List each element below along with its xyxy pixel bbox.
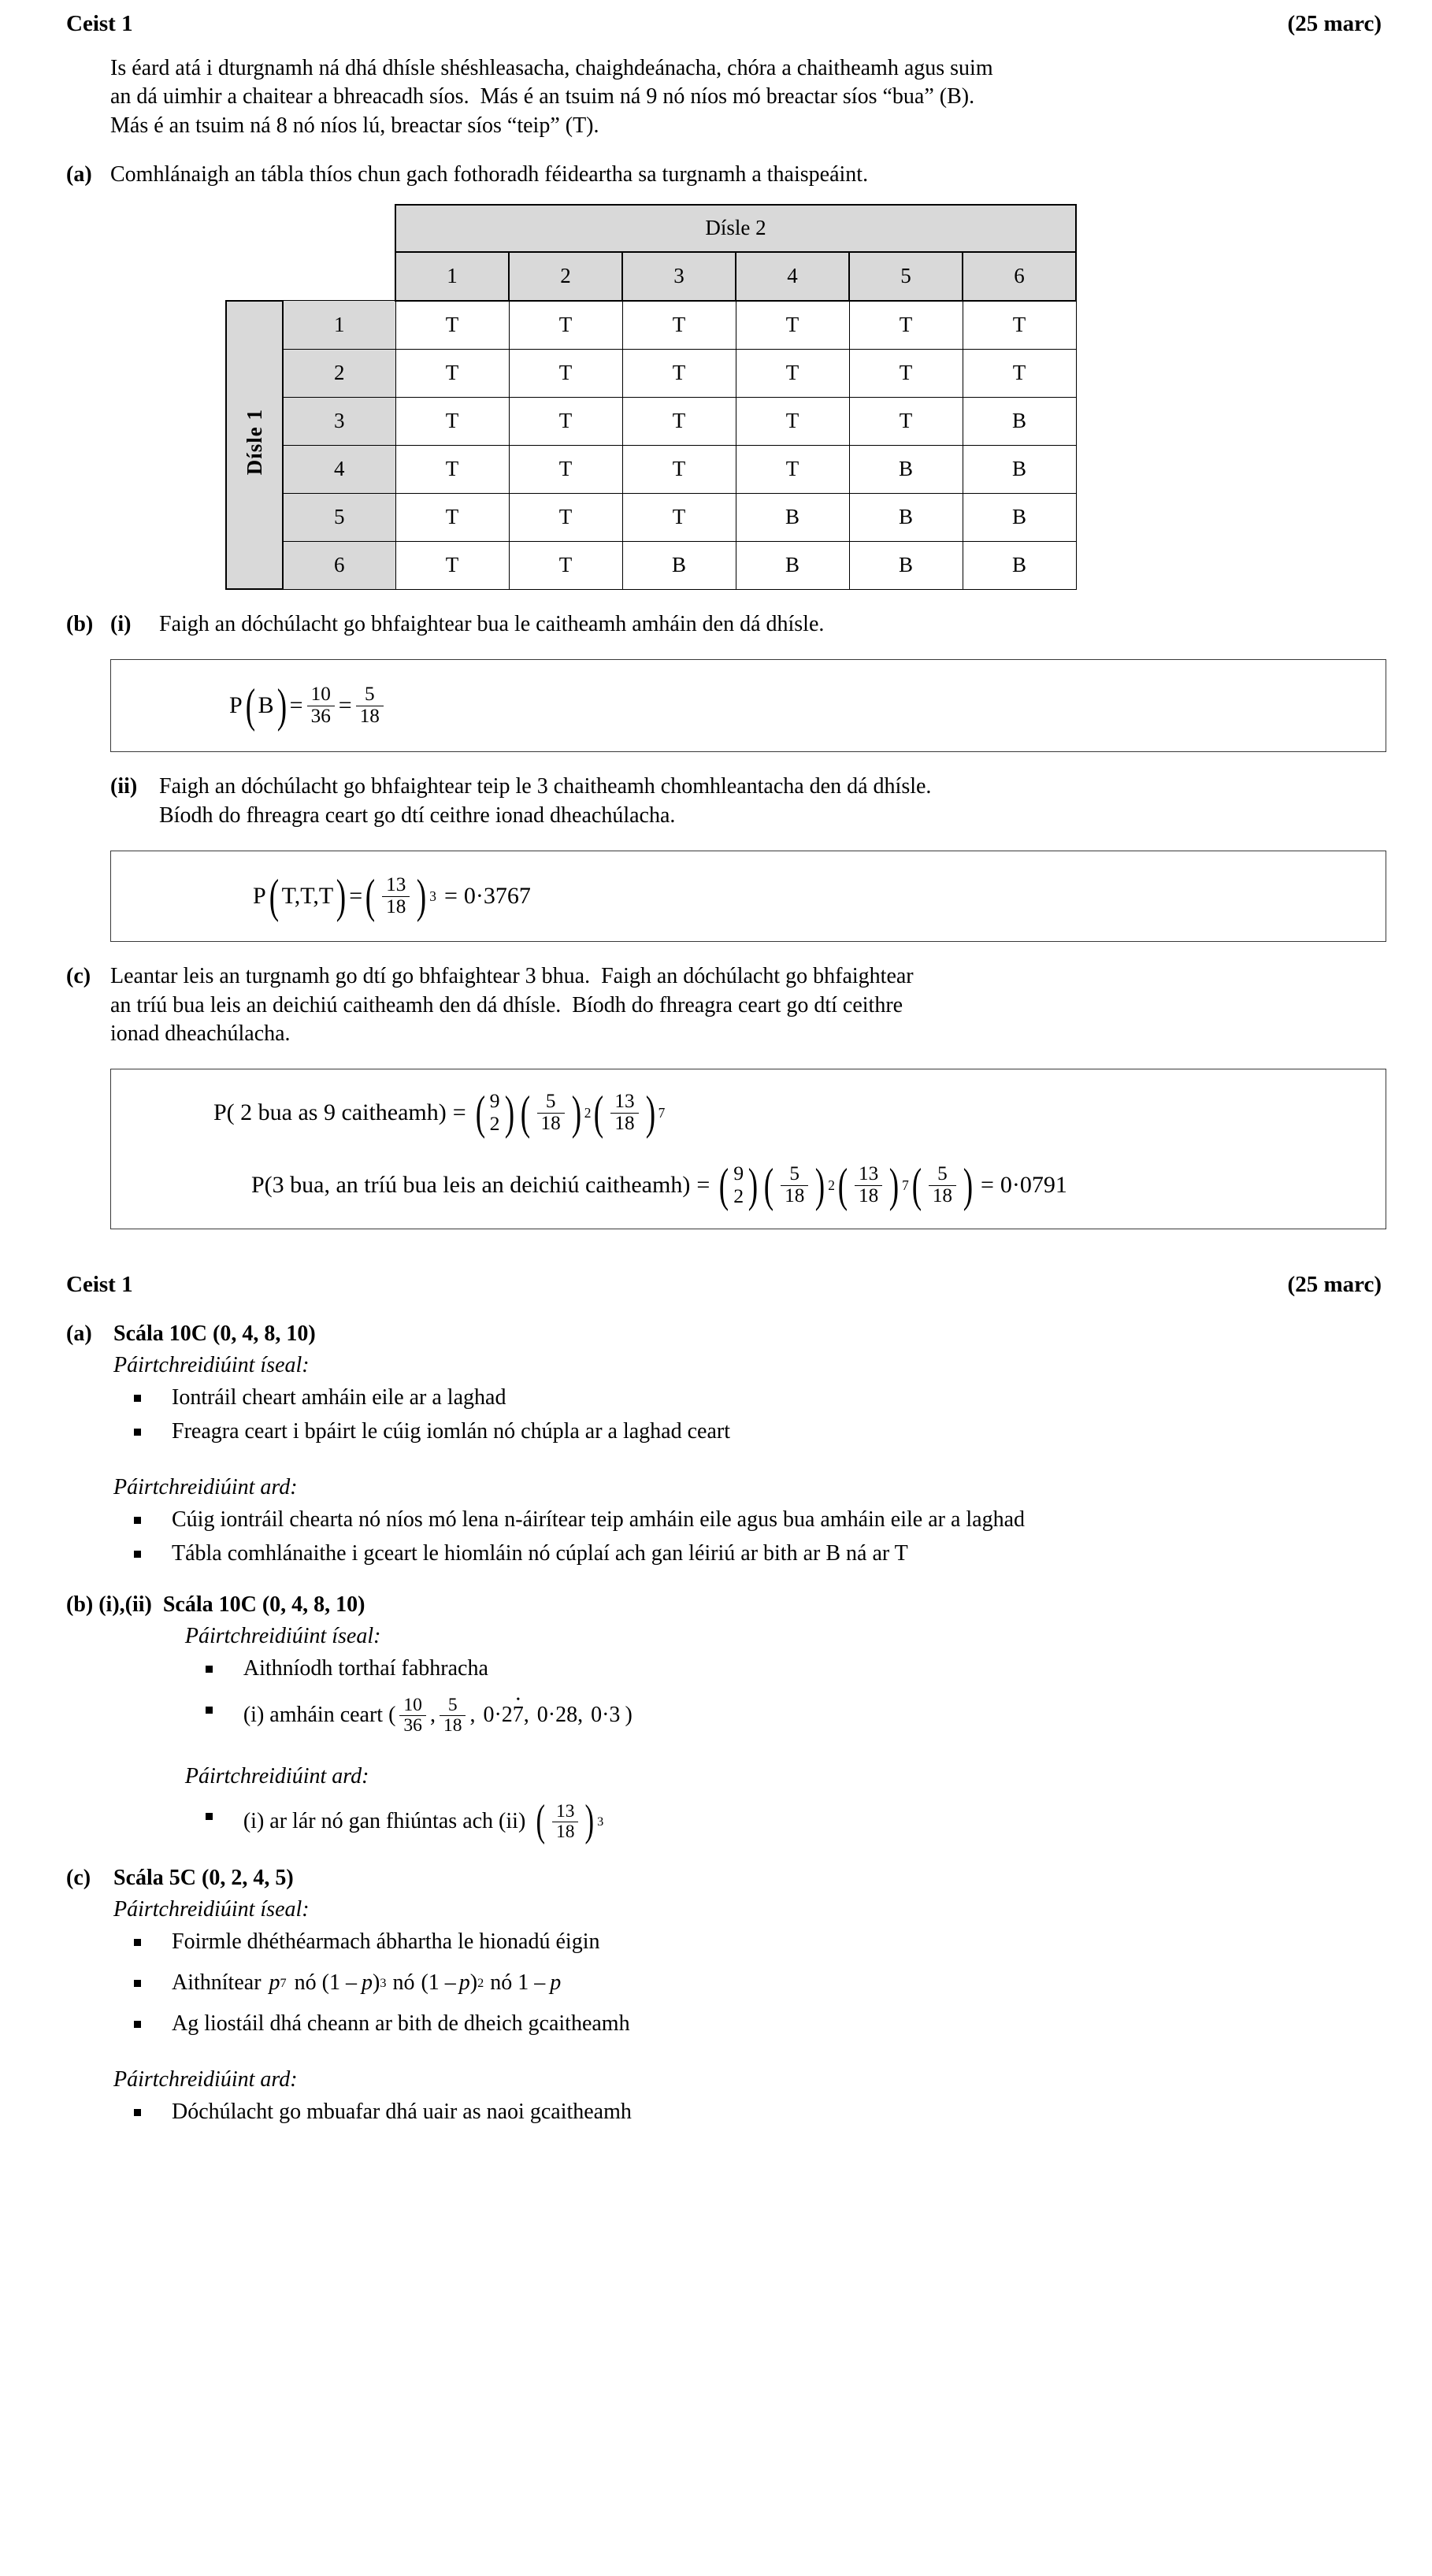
answer-box-b-ii: [110, 851, 1386, 942]
part-c-line-3: ionad dheachúlacha.: [110, 1021, 291, 1047]
formula-prefix: Aithnítear: [172, 1970, 262, 1995]
formula-c-line-1: [213, 1086, 1386, 1139]
denominator: 18: [537, 1113, 565, 1135]
col-header-title: Dísle 2: [395, 205, 1076, 252]
equals-1: =: [349, 883, 363, 910]
binom-bottom: 2: [733, 1184, 744, 1208]
ms-c-label: (c): [66, 1865, 91, 1890]
equals-1: =: [696, 1172, 710, 1199]
binomial-coefficient: [473, 1086, 518, 1139]
row-label-3: 3: [283, 397, 395, 445]
paren-right: ): [748, 1158, 759, 1211]
corner-spacer-4: [283, 252, 395, 301]
paren-right: ): [963, 1158, 974, 1211]
paren-left: (: [269, 869, 279, 922]
part-c-text: [110, 962, 1386, 1048]
ms-b-high-math-row: [243, 1796, 604, 1846]
paren-right: ): [584, 1796, 595, 1846]
paren-group: [243, 680, 290, 732]
numerator: 13: [555, 1800, 575, 1822]
col-label-1: 1: [395, 252, 509, 301]
exponent-7: 7: [658, 1104, 666, 1121]
list-item: Aithníodh torthaí fabhracha: [201, 1655, 1386, 1683]
open-paren-2: (1 –: [421, 1970, 456, 1995]
fraction-13-18: [382, 875, 410, 917]
math-prefix: (i) amháin ceart (: [243, 1703, 396, 1728]
part-c: [46, 962, 1386, 1048]
cell-6-5: B: [849, 541, 963, 589]
question-title: Ceist 1: [66, 11, 133, 36]
cell-2-4: T: [736, 349, 849, 397]
part-b-ii-text: [159, 773, 1386, 830]
p-symbol: P: [229, 692, 243, 719]
ms-c-low-heading: Páirtchreidiúint íseal:: [113, 1896, 310, 1922]
result-value: 0·0791: [1000, 1172, 1067, 1199]
numerator: 10: [403, 1694, 422, 1715]
col-label-4: 4: [736, 252, 849, 301]
cell-3-1: T: [395, 397, 509, 445]
answer-box-b-i: [110, 659, 1386, 752]
variable-p-1: p: [269, 1970, 280, 1995]
cell-4-3: T: [622, 445, 736, 493]
paren-left: (: [245, 680, 255, 732]
binom-stack: [732, 1162, 745, 1208]
fraction-5-18: [781, 1164, 808, 1206]
paren-group: [266, 869, 350, 922]
fraction-13-18: [552, 1802, 579, 1842]
numerator: 5: [789, 1162, 799, 1184]
list-item-math: [201, 1796, 1386, 1846]
row-label-5: 5: [283, 493, 395, 541]
numerator: 13: [614, 1091, 635, 1113]
exponent-2: 2: [828, 1177, 835, 1193]
ms-b-high-list: [201, 1796, 1386, 1846]
ms-c-scale: Scála 5C (0, 2, 4, 5): [113, 1865, 294, 1890]
denominator: 36: [307, 706, 335, 728]
cell-6-2: T: [509, 541, 622, 589]
ms-a-label: (a): [66, 1321, 92, 1346]
conj-no-3: nó 1 –: [490, 1970, 546, 1995]
marking-scheme-title: Ceist 1: [66, 1271, 133, 1297]
cell-2-2: T: [509, 349, 622, 397]
event-ttt: T,T,T: [281, 883, 334, 910]
paren-fraction-5-18-a: [761, 1158, 828, 1211]
table-row: [226, 445, 1076, 493]
cell-6-4: B: [736, 541, 849, 589]
list-item: Tábla comhlánaithe i gceart le hiomláin nó cúplaí ach gan léiriú ar bith ar B ná ar T: [129, 1540, 1386, 1568]
row-label-4: 4: [283, 445, 395, 493]
ms-b-low-list: [201, 1655, 1386, 1736]
col-label-3: 3: [622, 252, 736, 301]
math-suffix: ): [625, 1703, 633, 1728]
table-row: [226, 493, 1076, 541]
col-label-6: 6: [963, 252, 1076, 301]
cell-4-4: T: [736, 445, 849, 493]
part-a-label: (a): [66, 162, 92, 187]
ms-c-high-list: [129, 2098, 1386, 2126]
ms-a-high-heading: Páirtchreidiúint ard:: [113, 1474, 298, 1499]
fraction-13-18: [855, 1164, 882, 1206]
cell-2-5: T: [849, 349, 963, 397]
ms-a-scale: Scála 10C (0, 4, 8, 10): [113, 1321, 316, 1346]
ms-c-formula-row: [172, 1969, 561, 1997]
binom-bottom: 2: [489, 1112, 500, 1136]
binom-top: 9: [489, 1089, 500, 1113]
conj-no-1: nó (1 –: [294, 1970, 357, 1995]
separator-3: ,: [523, 1703, 529, 1728]
cell-3-3: T: [622, 397, 736, 445]
list-item: Iontráil cheart amháin eile ar a laghad: [129, 1384, 1386, 1412]
intro-line-2: an dá uimhir a chaitear a bhreacadh síos. Más é an tsuim ná 9 nó níos mó breactar síos “bua” (B).: [110, 84, 975, 109]
fraction-10-36: [399, 1696, 426, 1736]
paren-right: ): [645, 1086, 655, 1139]
exponent-2: 2: [584, 1104, 592, 1121]
ms-b-math-row: [243, 1696, 633, 1736]
event-b: B: [258, 692, 274, 719]
conj-no-2: nó: [392, 1970, 415, 1995]
fraction-5-18-final: [929, 1164, 956, 1206]
numerator: 5: [447, 1694, 458, 1715]
close-paren-1: ): [372, 1970, 380, 1995]
paren-fraction-group: [362, 869, 429, 922]
exponent-3: 3: [429, 888, 436, 904]
paren-fraction-5-18: [518, 1086, 584, 1139]
part-b-i: [46, 610, 1386, 639]
denominator: 18: [781, 1185, 808, 1207]
marking-section-a: [46, 1321, 1386, 1569]
ms-c-body: [113, 1866, 1386, 2127]
denominator: 18: [929, 1185, 956, 1207]
corner-spacer-2: [283, 205, 395, 252]
part-b-ii-label: (ii): [110, 774, 138, 799]
table-row: [226, 397, 1076, 445]
numerator: 5: [545, 1091, 556, 1113]
denominator: 18: [855, 1185, 882, 1207]
paren-left: (: [837, 1158, 848, 1211]
formula-b-ii: [253, 869, 1386, 922]
paren-right: ): [571, 1086, 581, 1139]
dice-outcome-table: [225, 204, 1077, 591]
numerator: 13: [386, 874, 406, 896]
denominator: 18: [440, 1715, 466, 1736]
list-item: Ag liostáil dhá cheann ar bith de dheich gcaitheamh: [129, 2010, 1386, 2038]
math-prefix: (i) ar lár nó gan fhiúntas ach (ii): [243, 1808, 526, 1833]
ms-b-body: [152, 1592, 1386, 1846]
exponent-2: 2: [477, 1975, 484, 1990]
list-item: Dóchúlacht go mbuafar dhá uair as naoi gcaitheamh: [129, 2098, 1386, 2126]
ms-b-high-heading: Páirtchreidiúint ard:: [184, 1763, 369, 1788]
part-b-i-label: (i): [110, 612, 132, 637]
corner-spacer-3: [226, 252, 283, 301]
ms-c-high-heading: Páirtchreidiúint ard:: [113, 2066, 298, 2092]
col-label-2: 2: [509, 252, 622, 301]
paren-right: ): [417, 869, 427, 922]
decimal-recurring-pre: 0·2: [483, 1703, 513, 1728]
formula-c-line-2: [213, 1158, 1386, 1211]
spacer-label: [46, 773, 110, 830]
ms-b-low-heading: Páirtchreidiúint íseal:: [184, 1623, 381, 1648]
variable-p-3: p: [458, 1970, 470, 1995]
intro-line-3: Más é an tsuim ná 8 nó níos lú, breactar síos “teip” (T).: [110, 113, 599, 138]
table-row: [226, 301, 1076, 350]
formula-b-i: [229, 680, 1386, 732]
denominator: 18: [382, 896, 410, 918]
cell-1-5: T: [849, 301, 963, 350]
fraction-13-18: [610, 1092, 638, 1134]
binom-top: 9: [733, 1162, 744, 1185]
c-line-2-label: P(3 bua, an tríú bua leis an deichiú caitheamh): [251, 1172, 691, 1199]
paren-left: (: [475, 1086, 485, 1139]
equals-1: =: [289, 692, 303, 719]
cell-5-2: T: [509, 493, 622, 541]
cell-5-4: B: [736, 493, 849, 541]
table-row: [226, 541, 1076, 589]
list-item: Freagra ceart i bpáirt le cúig iomlán nó chúpla ar a laghad ceart: [129, 1418, 1386, 1446]
part-b-ii-line-1: Faigh an dóchúlacht go bhfaightear teip le 3 chaitheamh chomhleantacha den dá dhísle.: [159, 774, 932, 799]
ms-a-high-list: [129, 1506, 1386, 1569]
paren-fraction-13-18: [533, 1796, 597, 1846]
binomial-coefficient: [716, 1158, 761, 1211]
cell-2-3: T: [622, 349, 736, 397]
marking-scheme-marks: (25 marc): [1287, 1271, 1382, 1297]
close-paren-2: ): [469, 1970, 478, 1995]
paren-right: ): [889, 1158, 900, 1211]
row-header-title-text: Dísle 1: [242, 409, 266, 476]
list-item-math: [201, 1696, 1386, 1736]
cell-6-3: B: [622, 541, 736, 589]
list-item: Foirmle dhéthéarmach ábhartha le hionadú éigin: [129, 1928, 1386, 1956]
part-b-ii: [46, 773, 1386, 830]
paren-left: (: [594, 1086, 604, 1139]
question-marks: (25 marc): [1287, 11, 1382, 36]
cell-3-4: T: [736, 397, 849, 445]
numerator: 5: [937, 1162, 948, 1184]
corner-spacer: [226, 205, 283, 252]
part-a: [46, 161, 1386, 189]
separator-1: ,: [429, 1703, 436, 1728]
numerator: 10: [310, 684, 331, 706]
paren-left: (: [365, 869, 376, 922]
result-value: 0·3767: [463, 883, 531, 910]
dice-table-wrap: [46, 204, 1386, 591]
ms-b-label: (b) (i),(ii): [66, 1592, 152, 1617]
cell-3-2: T: [509, 397, 622, 445]
fraction-5-18: [440, 1696, 466, 1736]
paren-left: (: [520, 1086, 530, 1139]
ms-a-body: [113, 1321, 1386, 1569]
intro-line-1: Is éard atá i dturgnamh ná dhá dhísle shéshleasacha, chaighdeánacha, chóra a chaitheamh agus suim: [110, 56, 993, 80]
cell-5-3: T: [622, 493, 736, 541]
paren-left: (: [536, 1796, 546, 1846]
paren-left: (: [719, 1158, 729, 1211]
row-label-6: 6: [283, 541, 395, 589]
paren-right: ): [815, 1158, 825, 1211]
paren-right: ): [336, 869, 347, 922]
part-b-label: (b): [66, 612, 94, 637]
cell-2-1: T: [395, 349, 509, 397]
binom-stack: [488, 1090, 502, 1136]
numerator: 5: [365, 684, 375, 706]
variable-p-2: p: [361, 1970, 373, 1995]
cell-3-5: T: [849, 397, 963, 445]
ms-a-low-heading: Páirtchreidiúint íseal:: [113, 1352, 310, 1377]
equals-2: =: [443, 883, 458, 910]
cell-6-6: B: [963, 541, 1076, 589]
variable-p-4: p: [550, 1970, 562, 1995]
cell-3-6: B: [963, 397, 1076, 445]
fraction-5-18: [537, 1092, 565, 1134]
separator-2: ,: [469, 1703, 476, 1728]
answer-box-c: [110, 1069, 1386, 1229]
fraction-5-18: [356, 684, 384, 727]
exponent-7: 7: [280, 1975, 287, 1990]
marking-scheme-header: [46, 1272, 1386, 1298]
cell-1-4: T: [736, 301, 849, 350]
decimal-value-2: 0·28,: [536, 1703, 584, 1728]
paren-right: ): [276, 680, 287, 732]
col-label-5: 5: [849, 252, 963, 301]
ms-a-low-list: [129, 1384, 1386, 1447]
row-label-2: 2: [283, 349, 395, 397]
table-row-colheads: [226, 252, 1076, 301]
list-item: Cúig iontráil chearta nó níos mó lena n-áirítear teip amháin eile agus bua amháin eile ar a laghad: [129, 1506, 1386, 1534]
cell-4-1: T: [395, 445, 509, 493]
part-c-line-1: Leantar leis an turgnamh go dtí go bhfaightear 3 bhua. Faigh an dóchúlacht go bhfaightear: [110, 964, 914, 989]
part-b-ii-line-2: Bíodh do fhreagra ceart go dtí ceithre ionad dheachúlacha.: [159, 802, 676, 828]
cell-1-6: T: [963, 301, 1076, 350]
paren-fraction-5-18-b: [909, 1158, 976, 1211]
question-intro: [110, 54, 1371, 140]
exponent-3: 3: [597, 1814, 604, 1829]
cell-4-5: B: [849, 445, 963, 493]
paren-right: ): [504, 1086, 514, 1139]
cell-2-6: T: [963, 349, 1076, 397]
row-header-title: [226, 301, 283, 590]
cell-1-3: T: [622, 301, 736, 350]
decimal-value-3: 0·3: [591, 1703, 621, 1728]
cell-5-1: T: [395, 493, 509, 541]
exponent-7: 7: [902, 1177, 909, 1193]
fraction-10-36: [307, 684, 335, 727]
denominator: 36: [399, 1715, 426, 1736]
cell-5-5: B: [849, 493, 963, 541]
exponent-3: 3: [380, 1975, 387, 1990]
cell-4-6: B: [963, 445, 1076, 493]
part-a-text: Comhlánaigh an tábla thíos chun gach fothoradh féideartha sa turgnamh a thaispeáint.: [110, 162, 869, 187]
cell-1-2: T: [509, 301, 622, 350]
paren-fraction-13-18: [591, 1086, 658, 1139]
row-label-1: 1: [283, 301, 395, 350]
recurring-dot-digit: • 7: [513, 1701, 524, 1729]
cell-6-1: T: [395, 541, 509, 589]
marking-section-c: [46, 1866, 1386, 2127]
denominator: 18: [610, 1113, 638, 1135]
numerator: 13: [858, 1162, 879, 1184]
equals-2: =: [338, 692, 352, 719]
denominator: 18: [356, 706, 384, 728]
p-symbol: P: [253, 883, 266, 910]
question-header: [46, 0, 1386, 37]
cell-5-6: B: [963, 493, 1076, 541]
part-b-i-text: Faigh an dóchúlacht go bhfaightear bua le caitheamh amháin den dá dhísle.: [159, 612, 825, 637]
part-c-line-2: an tríú bua leis an deichiú caitheamh den dá dhísle. Bíodh do fhreagra ceart go dtí ceithre: [110, 992, 903, 1017]
cell-1-1: T: [395, 301, 509, 350]
equals-1: =: [452, 1099, 466, 1126]
equals-2: =: [981, 1172, 994, 1199]
table-row: [226, 349, 1076, 397]
ms-b-scale: Scála 10C (0, 4, 8, 10): [162, 1592, 365, 1617]
paren-left: (: [911, 1158, 922, 1211]
table-row-title: [226, 205, 1076, 252]
list-item-formula: [129, 1969, 1386, 1997]
cell-4-2: T: [509, 445, 622, 493]
ms-c-low-list: [129, 1928, 1386, 2039]
paren-fraction-13-18: [835, 1158, 902, 1211]
paren-left: (: [763, 1158, 774, 1211]
c-line-1-label: P( 2 bua as 9 caitheamh): [213, 1099, 447, 1126]
denominator: 18: [552, 1822, 579, 1842]
part-c-label: (c): [66, 964, 91, 989]
marking-section-b: [46, 1592, 1386, 1846]
